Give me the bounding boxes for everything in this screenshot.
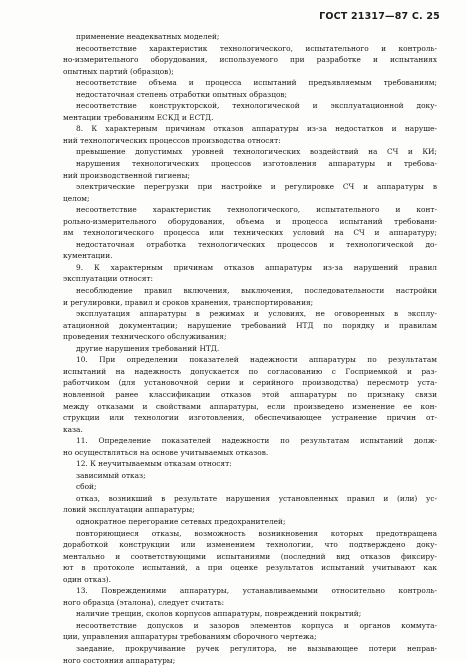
text-line: недостаточная отработка технологических процессов и технологической до-: [76, 239, 437, 249]
text-line: ловий эксплуатации аппаратуры;: [63, 505, 195, 515]
text-line: рольно-измерительного оборудования, объема и процесса испытаний требовани-: [63, 216, 437, 226]
text-line: повторяющиеся отказы, возможность возникновения которых предотвращена: [76, 528, 437, 538]
text-line: электрические перегрузки при настройке и регулировке СЧ и аппаратуры в: [76, 182, 437, 192]
text-line: но-измерительного оборудования, используемого при разработке и испытаниях: [63, 55, 437, 65]
text-line: струкции или технологии изготовления, обеспечивающее устранение причин от-: [63, 413, 437, 423]
text-line: сбой;: [76, 482, 97, 492]
text-line: несоответствие характеристик технологического, испытательного и конт-: [76, 205, 437, 215]
text-line: однократное перегорание сетевых предохранителей;: [76, 516, 286, 526]
text-line: применение неадекватных моделей;: [76, 32, 220, 41]
text-line: недостаточная степень отработки опытных образцов;: [76, 89, 288, 99]
text-line: отказ, возникший в результате нарушения установленных правил и (или) ус-: [76, 493, 437, 503]
text-line: один отказ).: [63, 574, 112, 584]
text-line: несоответствие объема и процесса испытаний предъявляемым требованиям;: [76, 78, 437, 88]
text-line: ний технологических процессов производства относят:: [63, 135, 281, 145]
text-line: 10. При определении показателей надежности аппаратуры по результатам: [76, 355, 437, 365]
text-line: проведения технического обслуживания;: [63, 332, 227, 342]
text-line: наличие трещин, сколов корпусов аппаратуры, повреждений покрытий;: [76, 609, 362, 619]
text-line: кументации.: [63, 251, 113, 261]
text-line: 11. Определение показателей надежности по результатам испытаний долж-: [76, 436, 437, 446]
text-line: несоответствие характеристик технологического, испытательного и контроль-: [76, 43, 437, 53]
text-line: атационной документации; нарушение требований НТД по порядку и правилам: [63, 320, 437, 330]
text-line: ции, управления аппаратуры требованиям сборочного чертежа;: [63, 632, 317, 642]
text-line: но осуществляться на основе учитываемых отказов.: [63, 447, 269, 457]
text-line: ментально и соответствующими испытаниями (последний вид отказов фиксиру-: [63, 551, 437, 561]
text-line: ют в протоколе испытаний, а при оценке результатов испытаний учитывают как: [63, 563, 437, 573]
text-line: 8. К характерным причинам отказов аппаратуры из-за недостатков и наруше-: [76, 124, 437, 134]
text-line: несоблюдение правил включения, выключения, последовательности настройки: [76, 286, 437, 296]
text-line: работчиком (для установочной серии и серийного производства) пересмотр уста-: [63, 378, 437, 388]
text-line: несоответствие допусков и зазоров элементов корпуса и органов коммута-: [76, 620, 437, 630]
text-line: доработкой конструкции или изменением технологии, что подтверждено доку-: [63, 540, 437, 550]
text-line: 9. К характерным причинам отказов аппаратуры из-за нарушений правил: [76, 262, 437, 272]
text-line: опытных партий (образцов);: [63, 66, 174, 76]
text-line: ментации требованиям ЕСКД и ЕСТД.: [63, 112, 214, 122]
text-line: испытаний на надежность допускается по согласованию с Госприемкой и раз-: [63, 366, 437, 376]
text-line: ям технологического процесса или технических условий на СЧ и аппаратуру;: [63, 228, 437, 238]
text-line: ного состояния аппаратуры;: [63, 655, 176, 665]
document-body: [63, 31, 437, 666]
text-line: между отказами и свойствами аппаратуры, если произведено изменение ее кон-: [63, 401, 437, 411]
page-header: ГОСТ 21317—87 С. 25: [319, 11, 440, 22]
text-line: целом;: [63, 193, 90, 203]
text-line: ний производственной гигиены;: [63, 170, 190, 180]
text-line: 13. Повреждениями аппаратуры, устанавливаемыми относительно контроль-: [76, 586, 437, 596]
text-line: 12. К неучитываемым отказам относят:: [76, 459, 232, 469]
text-line: и регулировки, правил и сроков хранения, транспортирования;: [63, 297, 314, 307]
text-line: каза.: [63, 424, 83, 434]
text-line: ного образца (эталона), следует считать:: [63, 597, 225, 607]
text-line: несоответствие конструкторской, технологической и эксплуатационной доку-: [76, 101, 437, 111]
text-line: новленной ранее классификации отказов этой аппаратуры по признаку связи: [63, 389, 437, 399]
text-line: эксплуатации относят:: [63, 274, 154, 284]
text-line: другие нарушения требований НТД.: [76, 343, 220, 353]
text-line: нарушения технологических процессов изготовления аппаратуры и требова-: [76, 159, 437, 169]
text-line: заедание, прокручивание ручек регулятора, не вызывающее потери неправ-: [76, 643, 437, 653]
text-line: превышение допустимых уровней технологических воздействий на СЧ и КИ;: [76, 147, 437, 157]
text-line: зависимый отказ;: [76, 470, 146, 480]
text-line: эксплуатация аппаратуры в режимах и условиях, не оговоренных в эксплу-: [76, 309, 437, 319]
